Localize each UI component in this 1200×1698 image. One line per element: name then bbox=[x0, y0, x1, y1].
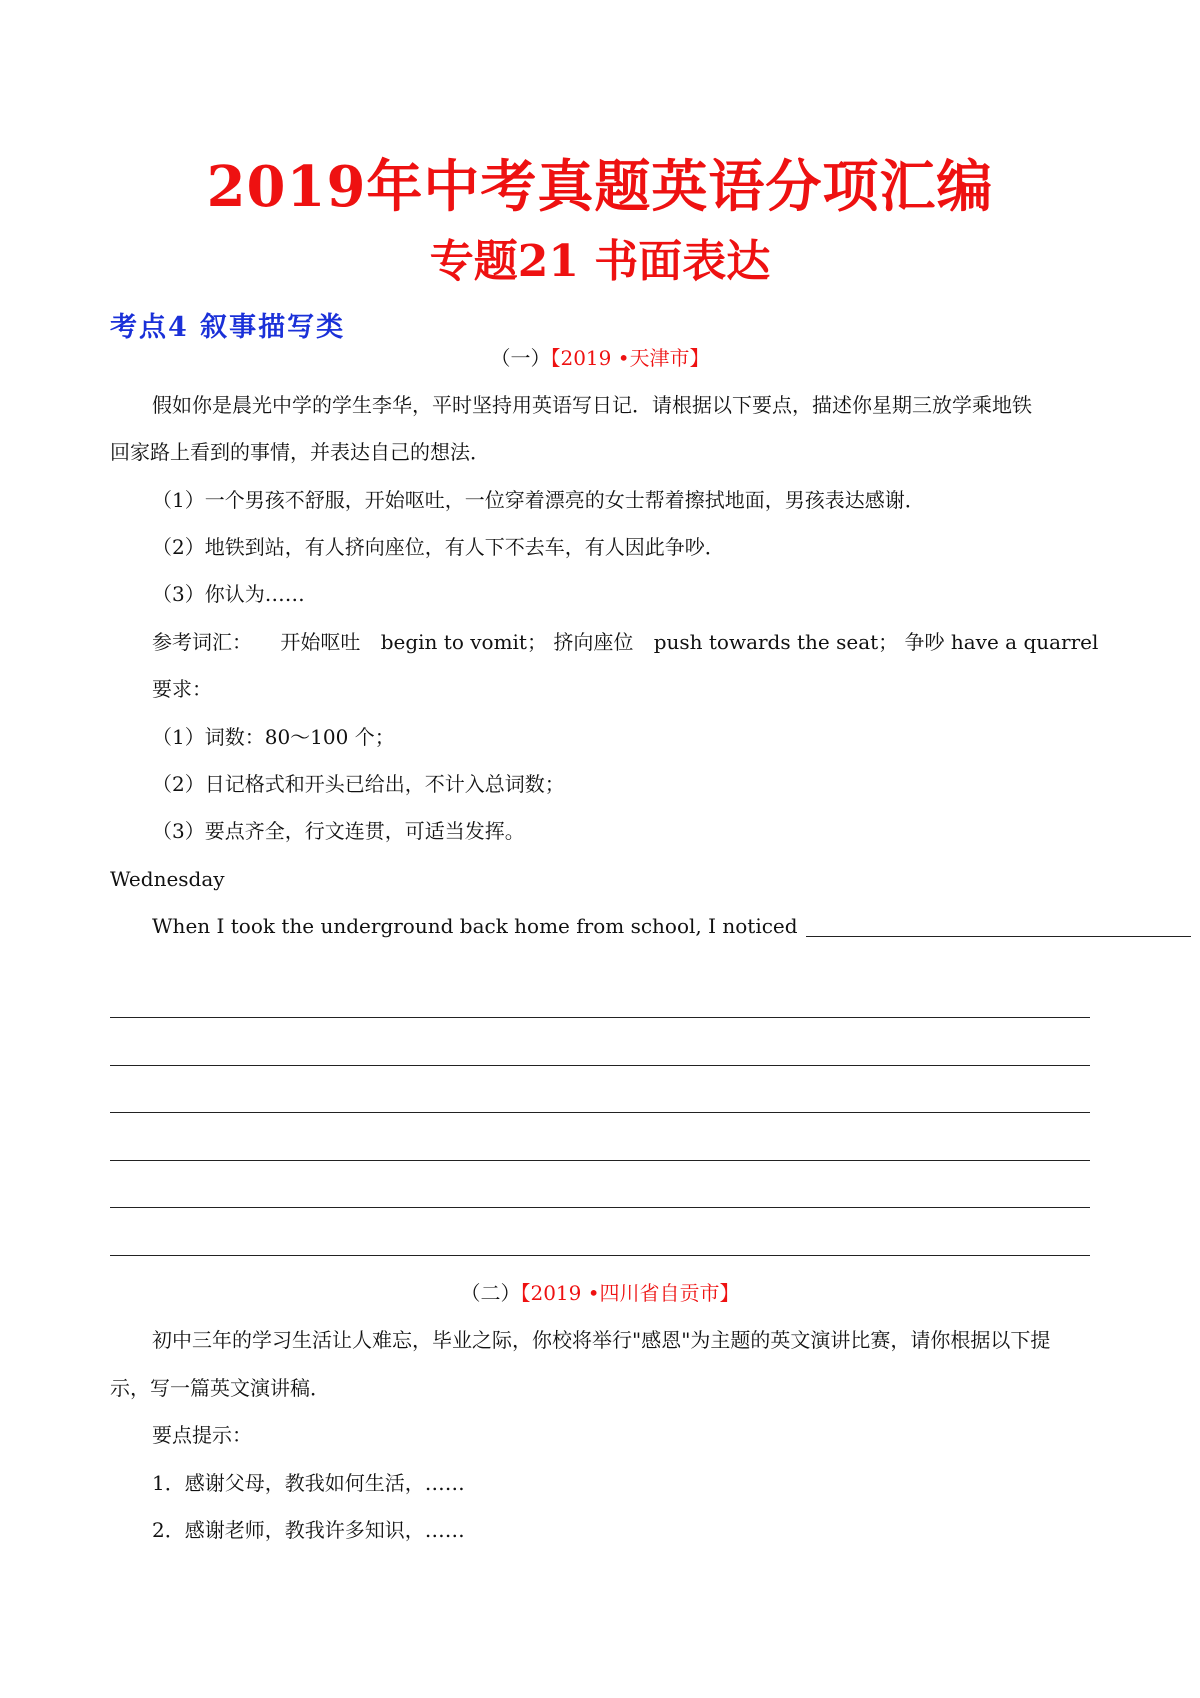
section-2-number: （二） bbox=[460, 1281, 521, 1305]
document-subtitle: 专题21 书面表达 bbox=[429, 236, 771, 287]
diary-day: Wednesday bbox=[110, 867, 225, 891]
vocabulary-label: 参考词汇： bbox=[152, 630, 252, 654]
section-2-intro-line-2: 示，写一篇英文演讲稿． bbox=[110, 1376, 330, 1400]
section-2-intro-line-1: 初中三年的学习生活让人难忘，毕业之际，你校将举行"感恩"为主题的英文演讲比赛，请你根据以下提 bbox=[152, 1328, 1051, 1352]
requirement-3: （3）要点齐全，行文连贯，可适当发挥。 bbox=[152, 819, 525, 843]
hint-2: 2．感谢老师，教我许多知识，…… bbox=[152, 1518, 465, 1542]
answer-line-4[interactable] bbox=[110, 1160, 1090, 1161]
vocab-cn-2: 挤向座位 bbox=[553, 630, 634, 654]
vocab-cn-1: 开始呕吐 bbox=[280, 630, 361, 654]
section-1-number: （一） bbox=[490, 346, 551, 370]
section-2-source: 【2019 •四川省自贡市】 bbox=[520, 1281, 740, 1305]
answer-line-2[interactable] bbox=[110, 1065, 1090, 1066]
vocab-en-1: begin to vomit； bbox=[380, 630, 547, 654]
answer-line-1[interactable] bbox=[110, 1017, 1090, 1018]
vocab-cn-3: 争吵 bbox=[904, 630, 945, 654]
section-1-intro-line-1: 假如你是晨光中学的学生李华，平时坚持用英语写日记．请根据以下要点，描述你星期三放学乘地铁 bbox=[152, 393, 1032, 417]
hint-1: 1．感谢父母，教我如何生活，…… bbox=[152, 1471, 465, 1495]
document-title: 2019年中考真题英语分项汇编 bbox=[206, 154, 994, 220]
hints-label: 要点提示： bbox=[152, 1423, 252, 1447]
vocabulary-line bbox=[152, 627, 1098, 657]
topic-heading: 考点4 叙事描写类 bbox=[110, 312, 346, 343]
requirement-2: （2）日记格式和开头已给出，不计入总词数； bbox=[152, 772, 565, 796]
vocab-en-2: push towards the seat； bbox=[653, 630, 899, 654]
answer-blank[interactable] bbox=[806, 936, 1191, 937]
section-1-point-1: （1）一个男孩不舒服，开始呕吐，一位穿着漂亮的女士帮着擦拭地面，男孩表达感谢． bbox=[152, 488, 925, 512]
vocab-en-3: have a quarrel bbox=[950, 630, 1099, 654]
diary-starter-line bbox=[152, 911, 1191, 941]
section-2-heading bbox=[0, 1278, 1200, 1308]
answer-line-5[interactable] bbox=[110, 1207, 1090, 1208]
requirement-1: （1）词数：80～100 个； bbox=[152, 725, 395, 749]
section-1-point-3: （3）你认为…… bbox=[152, 582, 305, 606]
answer-line-6[interactable] bbox=[110, 1255, 1090, 1256]
section-1-source: 【2019 •天津市】 bbox=[550, 346, 710, 370]
diary-starter: When I took the underground back home from school, I noticed bbox=[152, 914, 798, 938]
section-1-intro-line-2: 回家路上看到的事情，并表达自己的想法． bbox=[110, 440, 490, 464]
section-1-point-2: （2）地铁到站，有人挤向座位，有人下不去车，有人因此争吵． bbox=[152, 535, 725, 559]
requirements-label: 要求： bbox=[152, 677, 212, 701]
section-1-heading bbox=[0, 343, 1200, 373]
answer-line-3[interactable] bbox=[110, 1112, 1090, 1113]
